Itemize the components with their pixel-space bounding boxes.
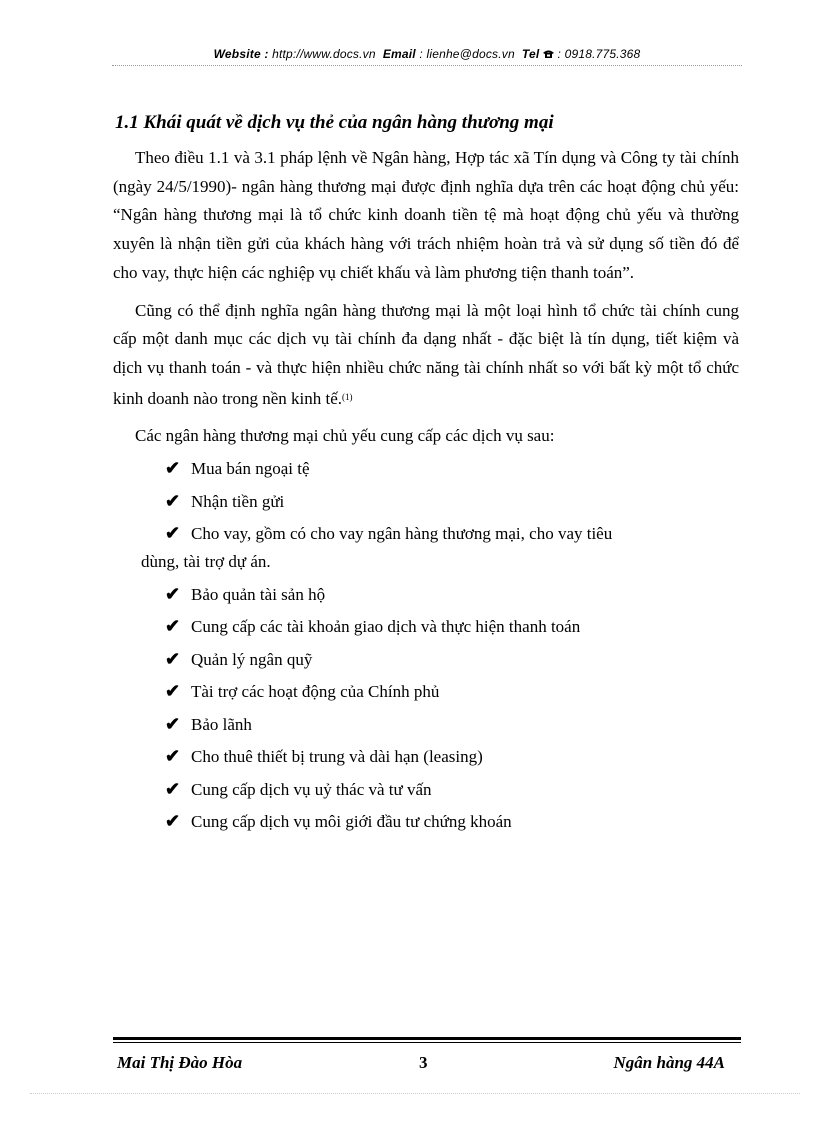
page-bottom-divider — [30, 1093, 800, 1094]
checkmark-icon: ✔ — [165, 746, 181, 767]
email-label: Email — [382, 47, 416, 61]
document-body — [113, 112, 739, 840]
list-item: ✔ Nhận tiền gửi — [165, 487, 739, 516]
list-item: ✔ Bảo lãnh — [165, 710, 739, 739]
header-divider — [112, 65, 742, 66]
checkmark-icon: ✔ — [165, 811, 181, 832]
footnote-reference[interactable]: (1) — [342, 391, 353, 402]
checkmark-icon: ✔ — [165, 681, 181, 702]
telephone-icon — [543, 47, 558, 61]
checkmark-icon: ✔ — [165, 490, 181, 511]
paragraph-definition-2 — [113, 297, 739, 414]
list-item: ✔ Cung cấp các tài khoản giao dịch và thực hiện thanh toán — [165, 612, 739, 641]
services-intro: Các ngân hàng thương mại chủ yếu cung cấp các dịch vụ sau: — [135, 426, 555, 446]
list-item: ✔ Cho thuê thiết bị trung và dài hạn (leasing) — [165, 742, 739, 771]
list-item: ✔ Tài trợ các hoạt động của Chính phủ — [165, 677, 739, 706]
list-item: ✔ Quản lý ngân quỹ — [165, 645, 739, 674]
paragraph-definition-1: Theo điều 1.1 và 3.1 pháp lệnh về Ngân hàng, Hợp tác xã Tín dụng và Công ty tài chính (ngày 24/5/1990)- ngân hàng thương mại được định nghĩa dựa trên các hoạt động chủ yếu: “Ngân hàng thương mại là tổ chức kinh doanh tiền tệ mà hoạt động chủ yếu và thường xuyên là nhận tiền gửi của khách hàng với trách nhiệm hoàn trả và sử dụng số tiền đó để cho vay, thực hiện các nghiệp vụ chiết khấu và làm phương tiện thanh toán”. — [113, 148, 739, 282]
checkmark-icon: ✔ — [165, 778, 181, 799]
list-item: ✔ Bảo quản tài sản hộ — [165, 580, 739, 609]
footer-divider-thin — [113, 1042, 741, 1043]
tel-label: Tel — [521, 47, 540, 61]
paragraph-definition-2-text: Cũng có thể định nghĩa ngân hàng thương mại là một loại hình tổ chức tài chính cung cấp một danh mục các dịch vụ tài chính đa dạng nhất - đặc biệt là tín dụng, tiết kiệm và dịch vụ thanh toán - và thực hiện nhiều chức năng tài chính nhất so với bất kỳ một tổ chức kinh doanh nào trong nền kinh tế. — [113, 300, 739, 408]
checkmark-icon: ✔ — [165, 458, 181, 479]
list-item-continuation: dùng, tài trợ dự án. — [141, 552, 271, 572]
checkmark-icon: ✔ — [165, 616, 181, 637]
checkmark-icon: ✔ — [165, 583, 181, 604]
section-title: 1.1 Khái quát về dịch vụ thẻ của ngân hàng thương mại — [115, 112, 554, 133]
tel-number: : 0918.775.368 — [557, 47, 641, 61]
website-label: Website : — [213, 47, 269, 61]
page-footer — [113, 1053, 725, 1077]
list-item: ✔ Cung cấp dịch vụ môi giới đầu tư chứng khoán — [165, 807, 739, 836]
list-item: ✔ Mua bán ngoại tệ — [165, 454, 739, 483]
footer-author: Mai Thị Đào Hòa — [117, 1053, 243, 1072]
website-link[interactable]: http://www.docs.vn — [272, 47, 376, 61]
list-item: ✔ Cho vay, gồm có cho vay ngân hàng thương mại, cho vay tiêu dùng, tài trợ dự án. — [165, 519, 739, 576]
checkmark-icon: ✔ — [165, 713, 181, 734]
checkmark-icon: ✔ — [165, 648, 181, 669]
services-list — [113, 454, 739, 836]
page-number: 3 — [419, 1053, 428, 1072]
footer-divider-thick — [113, 1037, 741, 1040]
email-link[interactable]: : lienhe@docs.vn — [419, 47, 515, 61]
list-item: ✔ Cung cấp dịch vụ uỷ thác và tư vấn — [165, 775, 739, 804]
page-header — [112, 47, 742, 61]
footer-class-name: Ngân hàng 44A — [613, 1053, 725, 1072]
checkmark-icon: ✔ — [165, 523, 181, 544]
